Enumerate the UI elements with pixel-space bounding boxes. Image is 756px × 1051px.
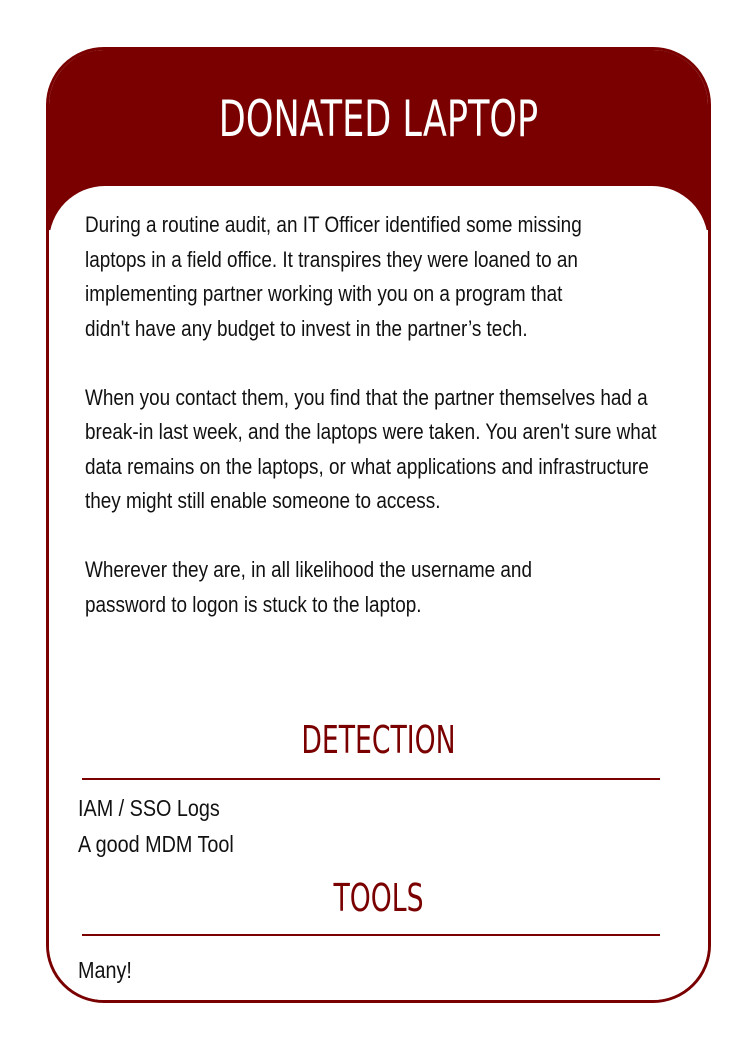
card-title: DONATED LAPTOP (218, 90, 539, 148)
detection-heading: DETECTION (301, 718, 456, 762)
card-body (49, 186, 708, 1003)
tools-item: Many! (78, 957, 132, 983)
narrative-paragraph: Wherever they are, in all likelihood the username and password to logon is stuck to the laptop. (85, 557, 532, 617)
detection-list (78, 790, 422, 862)
tools-list (78, 952, 422, 988)
detection-divider (82, 778, 660, 780)
tools-divider (82, 934, 660, 936)
detection-item: A good MDM Tool (78, 831, 234, 857)
detection-item: IAM / SSO Logs (78, 795, 220, 821)
scenario-narrative (85, 208, 687, 657)
tools-heading: TOOLS (333, 876, 424, 920)
narrative-paragraph: When you contact them, you find that the partner themselves had a break-in last week, and the laptops were taken. You aren't sure what data remains on the laptops, or what applications and infrastructure they might still enable someone to access. (85, 384, 657, 513)
scenario-card (46, 47, 711, 1003)
narrative-paragraph: During a routine audit, an IT Officer identified some missing laptops in a field office. It transpires they were loaned to an implementing partner working with you on a program that didn't have any budget to invest in the partner’s tech. (85, 212, 582, 341)
